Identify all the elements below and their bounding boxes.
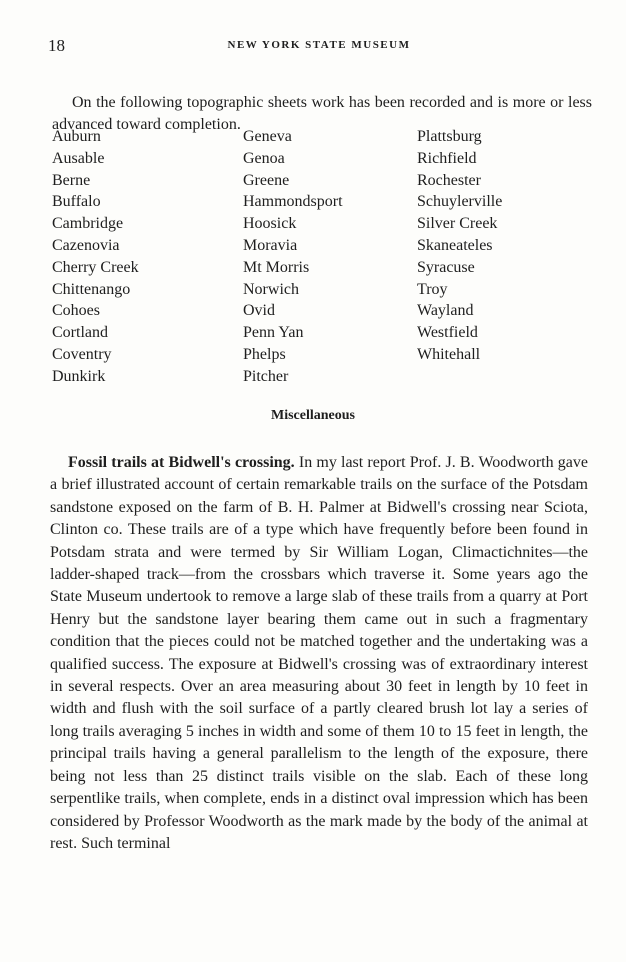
sheet-name: Cambridge [52, 215, 124, 233]
sheet-name: Hammondsport [243, 193, 343, 211]
sheet-name: Cohoes [52, 302, 100, 320]
sheet-list-column-2 [243, 126, 343, 388]
sheet-name: Westfield [417, 324, 478, 342]
running-head: NEW YORK STATE MUSEUM [227, 39, 411, 51]
sheet-name: Coventry [52, 345, 112, 363]
paragraph-body: In my last report Prof. J. B. Woodworth gave a brief illustrated account of certain remarkable trails on the surface of the Potsdam sandstone exposed on the farm of B. H. Palmer at Bidwell's crossing near Sciota, Clinton co. These trails are of a type which have frequently before been found in Potsdam strata and were termed by Sir William Logan, Climactichnites—the ladder-shaped track—from the crossbars which traverse it. Some years ago the State Museum undertook to remove a large slab of these trails from a quarry at Port Henry but the sandstone layer bearing them came out in such a fragmentary condition that the pieces could not be matched together and the undertaking was a qualified success. The exposure at Bidwell's crossing was of extraordinary interest in several respects. Over an area measuring about 30 feet in length by 10 feet in width and flush with the soil surface of a partly cleared brush lot lay a series of long trails averaging 5 inches in width and some of them 10 to 15 feet in length, the principal trails having a general parallelism to the length of the exposure, there being not less than 25 distinct trails visible on the slab. Each of these long serpentlike trails, when complete, ends in a distinct oval impression which has been considered by Professor Woodworth as the mark made by the body of the animal at rest. Such terminal [50, 454, 589, 852]
sheet-name: Chittenango [52, 280, 131, 298]
sheet-name: Geneva [243, 128, 292, 145]
page-header [48, 36, 590, 58]
sheet-name: Syracuse [417, 258, 475, 276]
sheet-name: Richfield [417, 149, 477, 167]
sheet-name: Ausable [52, 149, 105, 167]
sheet-name: Cortland [52, 324, 108, 342]
sheet-name: Moravia [243, 236, 298, 254]
sheet-name: Ovid [243, 302, 275, 320]
sheet-name: Wayland [417, 302, 474, 320]
sheet-name: Genoa [243, 149, 285, 167]
sheet-name: Buffalo [52, 193, 101, 211]
sheet-name: Norwich [243, 280, 299, 298]
sheet-name: Pitcher [243, 367, 289, 385]
sheet-name: Cazenovia [52, 236, 120, 254]
sheet-name: Hoosick [243, 215, 297, 233]
sheet-name: Cherry Creek [52, 258, 139, 276]
sheet-name: Schuylerville [417, 193, 503, 211]
sheet-name: Rochester [417, 171, 481, 189]
intro-paragraph: On the following topographic sheets work has been recorded and is more or less advanced toward completion. [52, 94, 592, 133]
section-heading: Miscellaneous [271, 408, 355, 423]
sheet-name: Phelps [243, 345, 286, 363]
paragraph-lead: Fossil trails at Bidwell's crossing. [68, 454, 295, 471]
sheet-name: Penn Yan [243, 324, 304, 342]
sheet-name: Dunkirk [52, 367, 106, 385]
body-paragraph [50, 452, 588, 855]
page-number: 18 [48, 36, 65, 55]
sheet-name: Mt Morris [243, 258, 310, 276]
sheet-name: Auburn [52, 128, 101, 145]
sheet-name: Whitehall [417, 345, 481, 363]
sheet-list-column-3 [417, 126, 502, 366]
sheet-list-column-1 [52, 126, 139, 388]
sheet-name: Berne [52, 171, 91, 189]
sheet-name: Skaneateles [417, 236, 493, 254]
sheet-name: Plattsburg [417, 128, 482, 145]
sheet-name: Silver Creek [417, 215, 498, 233]
sheet-name: Troy [417, 280, 448, 298]
sheet-name: Greene [243, 171, 290, 189]
